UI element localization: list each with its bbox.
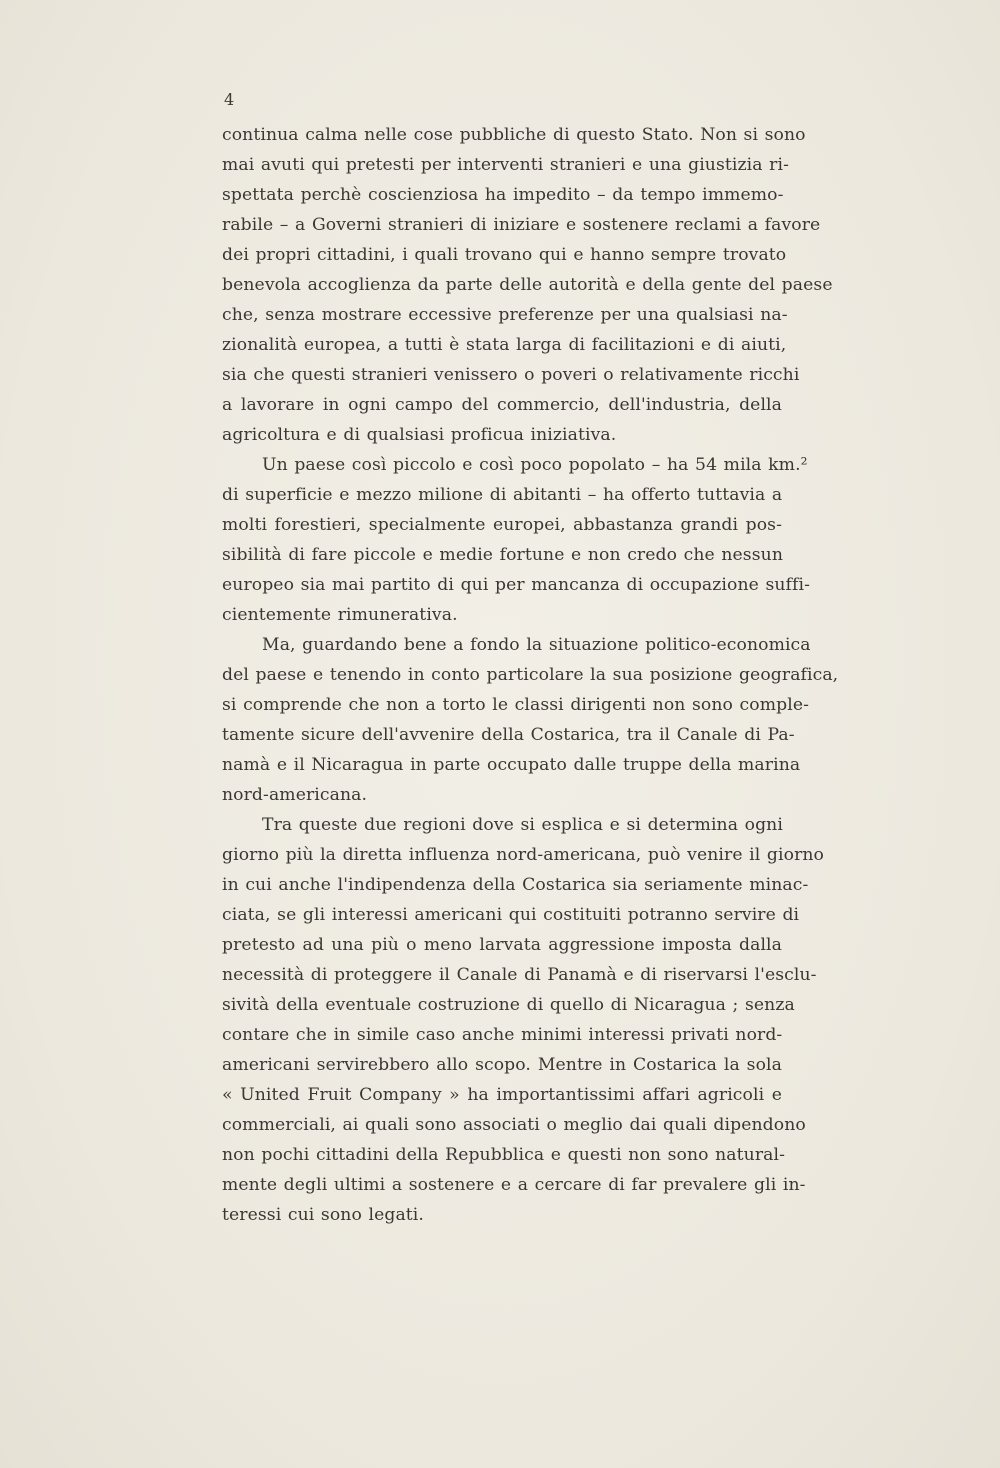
text-line: agricoltura e di qualsiasi proficua iniziativa.	[222, 425, 617, 445]
text-line: contare che in simile caso anche minimi interessi privati nord-	[222, 1025, 783, 1045]
page-number: 4	[224, 90, 235, 109]
text-line: spettata perchè coscienziosa ha impedito – da tempo immemo-	[222, 185, 784, 205]
text-line: teressi cui sono legati.	[222, 1205, 424, 1225]
text-line: tamente sicure dell'avvenire della Costarica, tra il Canale di Pa-	[222, 725, 795, 745]
text-line: si comprende che non a torto le classi dirigenti non sono comple-	[222, 695, 810, 715]
text-line: molti forestieri, specialmente europei, abbastanza grandi pos-	[222, 515, 782, 535]
text-line: sia che questi stranieri venissero o poveri o relativamente ricchi	[222, 365, 800, 385]
text-line: Tra queste due regioni dove si esplica e si determina ogni	[262, 815, 783, 835]
body-text	[222, 120, 839, 1230]
text-line: namà e il Nicaragua in parte occupato dalle truppe della marina	[222, 755, 801, 775]
text-line: che, senza mostrare eccessive preferenze per una qualsiasi na-	[222, 305, 788, 325]
text-line: non pochi cittadini della Repubblica e questi non sono natural-	[222, 1145, 785, 1165]
text-line: « United Fruit Company » ha importantissimi affari agricoli e	[222, 1085, 782, 1105]
text-line: rabile – a Governi stranieri di iniziare e sostenere reclami a favore	[222, 215, 821, 235]
text-line: nord-americana.	[222, 785, 368, 805]
text-line: in cui anche l'indipendenza della Costarica sia seriamente minac-	[222, 875, 809, 895]
text-line: pretesto ad una più o meno larvata aggressione imposta dalla	[222, 935, 782, 955]
text-line: ciata, se gli interessi americani qui costituiti potranno servire di	[222, 905, 800, 925]
text-line: benevola accoglienza da parte delle autorità e della gente del paese	[222, 275, 833, 295]
text-line: commerciali, ai quali sono associati o meglio dai quali dipendono	[222, 1115, 806, 1135]
text-line: a lavorare in ogni campo del commercio, dell'industria, della	[222, 395, 782, 415]
text-line: Un paese così piccolo e così poco popolato – ha 54 mila km.²	[262, 455, 808, 475]
text-line: sibilità di fare piccole e medie fortune e non credo che nessun	[222, 545, 783, 565]
text-line: zionalità europea, a tutti è stata larga di facilitazioni e di aiuti,	[222, 335, 787, 355]
text-line: mai avuti qui pretesti per interventi stranieri e una giustizia ri-	[222, 155, 789, 175]
text-line: europeo sia mai partito di qui per mancanza di occupazione suffi-	[222, 575, 810, 595]
text-line: giorno più la diretta influenza nord-americana, può venire il giorno	[222, 845, 825, 865]
text-line: Ma, guardando bene a fondo la situazione politico-economica	[262, 635, 811, 655]
text-line: americani servirebbero allo scopo. Mentre in Costarica la sola	[222, 1055, 782, 1075]
text-line: dei propri cittadini, i quali trovano qui e hanno sempre trovato	[222, 245, 787, 265]
text-line: di superficie e mezzo milione di abitanti – ha offerto tuttavia a	[222, 485, 783, 505]
text-line: continua calma nelle cose pubbliche di questo Stato. Non si sono	[222, 125, 806, 145]
text-line: necessità di proteggere il Canale di Panamà e di riservarsi l'esclu-	[222, 965, 817, 985]
text-line: mente degli ultimi a sostenere e a cercare di far prevalere gli in-	[222, 1175, 806, 1195]
text-line: sività della eventuale costruzione di quello di Nicaragua ; senza	[222, 995, 795, 1015]
text-line: cientemente rimunerativa.	[222, 605, 458, 625]
text-line: del paese e tenendo in conto particolare la sua posizione geografica,	[222, 665, 839, 685]
